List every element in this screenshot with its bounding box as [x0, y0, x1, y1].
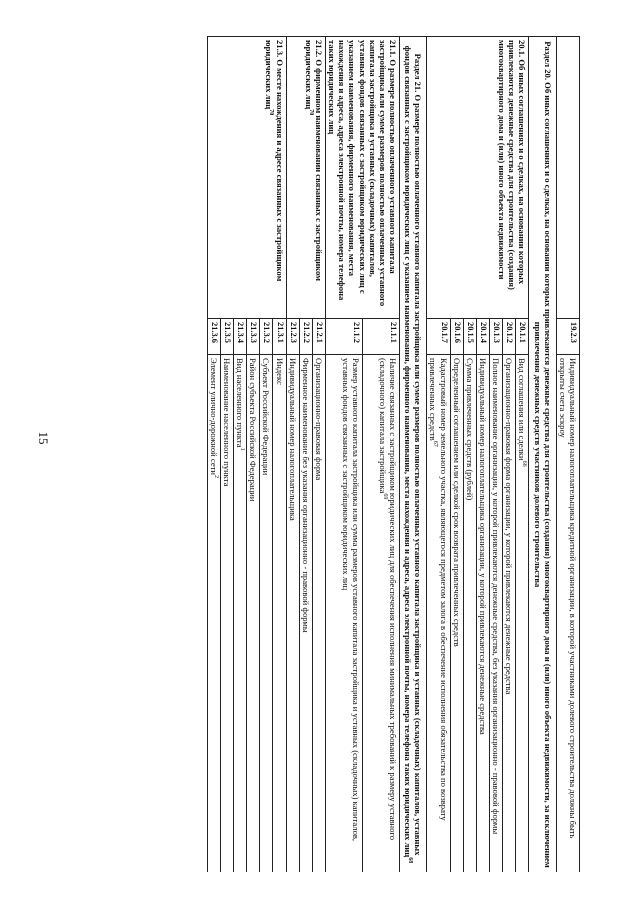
- page-number: 15: [36, 431, 51, 445]
- item-text: Кадастровый номер земельного участка, являющегося предметом залога в обеспечение исполнения обязательства по возврату привлеченных средств$^{67}$: [427, 355, 450, 873]
- item-text: Полное наименование организации, у которой привлекаются денежные средства, без указания организационно - правовой формы: [490, 355, 503, 873]
- group-20-1-title: 20.1. Об иных соглашениях и о сделках, на основании которых привлекаются денежные средства для строительства (создания) многоквартирного дома и (или) иного объекта недвижимости: [427, 37, 529, 319]
- item-text: Наименование населенного пункта: [220, 355, 233, 873]
- item-code: 21.2.1: [312, 319, 325, 355]
- item-code: 21.3.6: [207, 319, 220, 355]
- item-code: 21.3.2: [260, 319, 273, 355]
- item-text: Индекс: [273, 355, 286, 873]
- item-code: 20.1.6: [450, 319, 463, 355]
- item-text: Фирменное наименование без указания организационно - правовой формы: [299, 355, 312, 873]
- item-text: Сумма привлеченных средств (рублей): [463, 355, 476, 873]
- table-row: [556, 37, 579, 873]
- item-text: Наличие связанных с застройщиком юридических лиц для обеспечения исполнения минимальных требований к размеру уставного (складочного) капитала застройщика$^{69}$: [363, 355, 400, 873]
- item-code: 20.1.7: [427, 319, 450, 355]
- item-code: 21.3.5: [220, 319, 233, 355]
- item-text: Организационно-правовая форма организации, у которой привлекаются денежные средства: [503, 355, 516, 873]
- item-text: Организационно-правовая форма: [312, 355, 325, 873]
- item-text: Элемент улично-дорожной сети$^2$: [207, 355, 220, 873]
- item-text: Вид соглашения или сделки$^{66}$: [516, 355, 529, 873]
- rotated-page: [66, 36, 580, 872]
- item-code: 20.1.1: [516, 319, 529, 355]
- item-text: Определенный соглашением или сделкой срок возврата привлеченных средств: [450, 355, 463, 873]
- item-text: Размер уставного капитала застройщика или сумма размеров уставного капитала застройщика и уставных (складочных) капиталов, уставных фондов связанных с застройщиком юридических лиц: [326, 355, 363, 873]
- item-text: Вид населенного пункта$^1$: [234, 355, 247, 873]
- document-table: [207, 36, 580, 872]
- section-header-row: [529, 37, 556, 873]
- item-text: Район субъекта Российской Федерации: [247, 355, 260, 873]
- item-code: 21.3.3: [247, 319, 260, 355]
- item-code: 20.1.5: [463, 319, 476, 355]
- item-text: Субъект Российской Федерации: [260, 355, 273, 873]
- item-code: 20.1.4: [476, 319, 489, 355]
- item-text: Индивидуальный номер налогоплательщика кредитной организации, в которой участниками долевого строительства должны быть открыты счета эскроу: [556, 355, 579, 873]
- section-header-row: [400, 37, 427, 873]
- item-code: 19.2.3: [556, 319, 579, 355]
- item-text: Индивидуальный номер налогоплательщика: [286, 355, 299, 873]
- item-code: 20.1.2: [503, 319, 516, 355]
- item-code: 20.1.3: [490, 319, 503, 355]
- table-row: [273, 37, 286, 873]
- table-row: [312, 37, 325, 873]
- section-21-title: Раздел 21. О размере полностью оплаченного уставного капитала застройщика или сумме размеров полностью оплаченных уставного капитала застройщика и уставных (складочных) капиталов, уставных фондов связанных с застройщиком юридических лиц с указанием наименования, фирменного наименования, места нахождения и адреса, адреса электронной почты, номера телефона таких юридических лиц$^{68}$: [400, 37, 427, 873]
- group-21-3-title: 21.3. О месте нахождения и адресе связанных с застройщиком юридических лиц$^{70}$: [207, 37, 286, 319]
- section-20-title: Раздел 20. Об иных соглашениях и о сделках, на основании которых привлекаются денежные средства для строительства (создания) многоквартирного дома и (или) иного объекта недвижимости, за исключением привлечения денежных средств участников долевого строительства: [529, 37, 556, 873]
- item-code: 21.1.2: [326, 319, 363, 355]
- item-code: 21.2.2: [299, 319, 312, 355]
- item-code: 21.3.4: [234, 319, 247, 355]
- rotated-content: [66, 36, 580, 872]
- group-21-1-title: 21.1. О размере полностью оплаченного уставного капитала застройщика или сумме размеров полностью оплаченных уставного капитала застройщика и уставных (складочных) капиталов, уставных фондов связанных с застройщиком юридических лиц с указанием наименования, фирменного наименования, места нахождения и адреса, адреса электронной почты, номера телефона таких юридических лиц: [326, 37, 400, 319]
- item-code: 21.2.3: [286, 319, 299, 355]
- group-21-2-title: 21.2. О фирменном наименовании связанных с застройщиком юридических лиц$^{70}$: [286, 37, 325, 319]
- table-row: [516, 37, 529, 873]
- item-code: 21.3.1: [273, 319, 286, 355]
- item-text: Индивидуальный номер налогоплательщика организации, у которой привлекаются денежные средства: [476, 355, 489, 873]
- item-code: 21.1.1: [363, 319, 400, 355]
- table-row: [363, 37, 400, 873]
